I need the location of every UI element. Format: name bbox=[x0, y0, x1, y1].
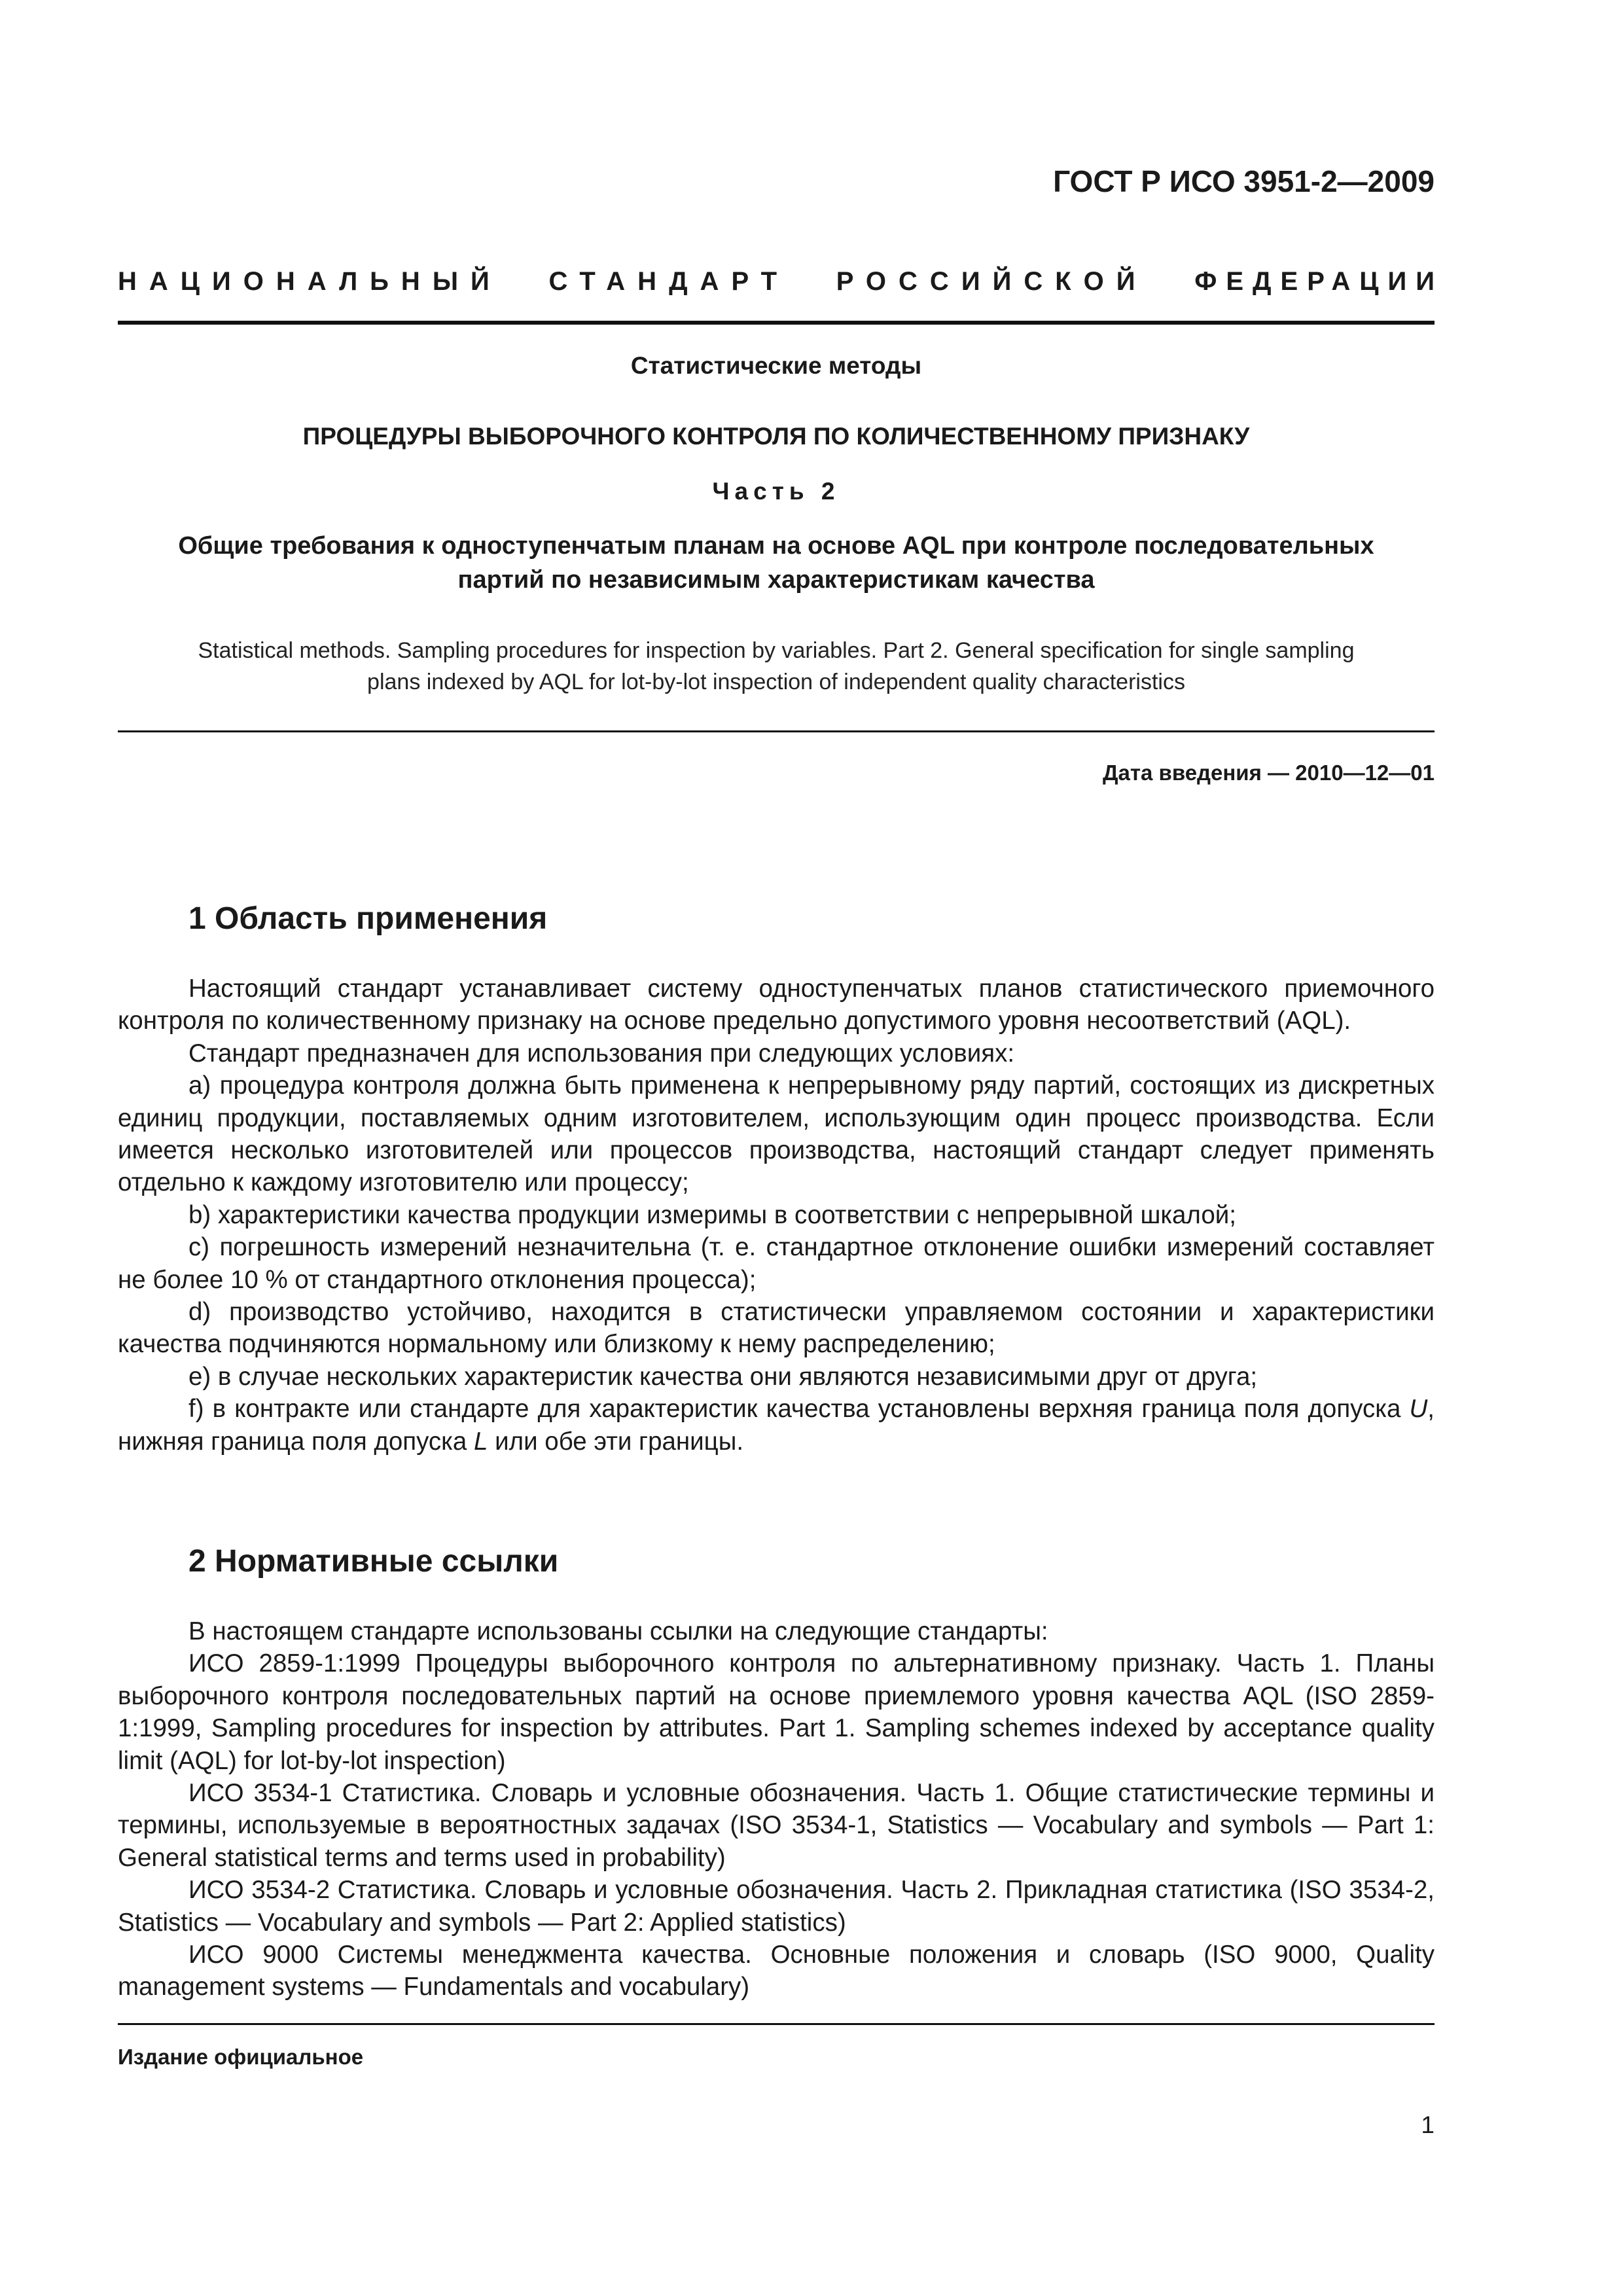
section-2-heading: 2 Нормативные ссылки bbox=[188, 1544, 559, 1579]
section-2-body bbox=[118, 1615, 1435, 2003]
paragraph: Стандарт предназначен для использования при следующих условиях: bbox=[188, 1039, 1015, 1067]
paragraph: В настоящем стандарте использованы ссылки на следующие стандарты: bbox=[188, 1617, 1048, 1645]
subtitle-line: Общие требования к одноступенчатым планам на основе AQL при контроле последовательных bbox=[178, 532, 1374, 560]
banner-word: РОССИЙСКОЙ bbox=[836, 267, 1148, 296]
reference-item: ИСО 3534-2 Статистика. Словарь и условные обозначения. Часть 2. Прикладная статистика (ISO 3534-2, Statistics — Vocabulary and symbols — Part 2: Applied statistics) bbox=[118, 1876, 1435, 1937]
title-main: ПРОЦЕДУРЫ ВЫБОРОЧНОГО КОНТРОЛЯ ПО КОЛИЧЕСТВЕННОМУ ПРИЗНАКУ bbox=[302, 423, 1250, 450]
reference-item: ИСО 9000 Системы менеджмента качества. Основные положения и словарь (ISO 9000, Quality management systems — Fundamentals and vocabulary) bbox=[118, 1941, 1435, 2001]
official-edition-label: Издание официальное bbox=[118, 2045, 364, 2069]
title-english bbox=[118, 635, 1435, 698]
title-divider bbox=[118, 730, 1435, 732]
list-item-e: e) в случае нескольких характеристик качества они являются независимыми друг от друга; bbox=[188, 1362, 1258, 1391]
page-number: 1 bbox=[1421, 2111, 1435, 2138]
symbol-l: L bbox=[473, 1427, 488, 1456]
footer-divider bbox=[118, 2023, 1435, 2025]
title-subject: Статистические методы bbox=[630, 352, 922, 379]
header-divider bbox=[118, 321, 1435, 325]
section-1-heading: 1 Область применения bbox=[188, 901, 548, 936]
banner-word: НАЦИОНАЛЬНЫЙ bbox=[118, 267, 502, 296]
banner-word: СТАНДАРТ bbox=[548, 267, 790, 296]
list-item-f bbox=[118, 1393, 1435, 1458]
document-code: ГОСТ Р ИСО 3951-2—2009 bbox=[1053, 164, 1435, 198]
paragraph: Настоящий стандарт устанавливает систему одноступенчатых планов статистического приемочного контроля по количественному признаку на основе предельно допустимого уровня несоответствий (AQL). bbox=[118, 975, 1435, 1035]
text-run: или обе эти границы. bbox=[488, 1427, 744, 1456]
list-item-d: d) производство устойчиво, находится в статистически управляемом состоянии и характеристики качества подчиняются нормальному или близкому к нему распределению; bbox=[118, 1298, 1435, 1359]
reference-item: ИСО 3534-1 Статистика. Словарь и условные обозначения. Часть 1. Общие статистические термины и термины, используемые в вероятностных задачах (ISO 3534-1, Statistics — Vocabulary and symbols — Part 1: General statistical terms and terms used in probability) bbox=[118, 1779, 1435, 1872]
national-standard-banner bbox=[118, 267, 1444, 296]
text-run: , нижняя граница поля допуска bbox=[118, 1395, 1435, 1456]
list-item-b: b) характеристики качества продукции измеримы в соответствии с непрерывной шкалой; bbox=[188, 1200, 1236, 1229]
reference-item: ИСО 2859-1:1999 Процедуры выборочного контроля по альтернативному признаку. Часть 1. Планы выборочного контроля последовательных партий на основе приемлемого уровня качества AQL (ISO 2859-1:1999, Sampling procedures for inspection by attributes. Part 1. Sampling schemes indexed by acceptance quality limit (AQL) for lot-by-lot inspection) bbox=[118, 1649, 1435, 1775]
title-subtitle bbox=[118, 529, 1435, 597]
text-run: f) в контракте или стандарте для характеристик качества установлены верхняя граница поля допуска bbox=[188, 1395, 1410, 1424]
banner-word: ФЕДЕРАЦИИ bbox=[1194, 267, 1444, 296]
english-title-line: Statistical methods. Sampling procedures for inspection by variables. Part 2. General specification for single sampling bbox=[198, 638, 1355, 663]
english-title-line: plans indexed by AQL for lot-by-lot inspection of independent quality characteristics bbox=[367, 670, 1185, 694]
subtitle-line: партий по независимым характеристикам качества bbox=[457, 566, 1095, 594]
list-item-c: c) погрешность измерений незначительна (т. е. стандартное отклонение ошибки измерений составляет не более 10 % от стандартного отклонения процесса); bbox=[118, 1233, 1435, 1294]
introduction-date: Дата введения — 2010—12—01 bbox=[1103, 761, 1435, 785]
symbol-u: U bbox=[1409, 1395, 1428, 1424]
list-item-a: a) процедура контроля должна быть применена к непрерывному ряду партий, состоящих из дискретных единиц продукции, поставляемых одним изготовителем, использующим один процесс производства. Если имеется несколько изготовителей или процессов производства, настоящий стандарт следует применять отдельно к каждому изготовителю или процессу; bbox=[118, 1071, 1435, 1197]
section-1-body bbox=[118, 973, 1435, 1458]
title-part: Часть 2 bbox=[712, 478, 840, 505]
